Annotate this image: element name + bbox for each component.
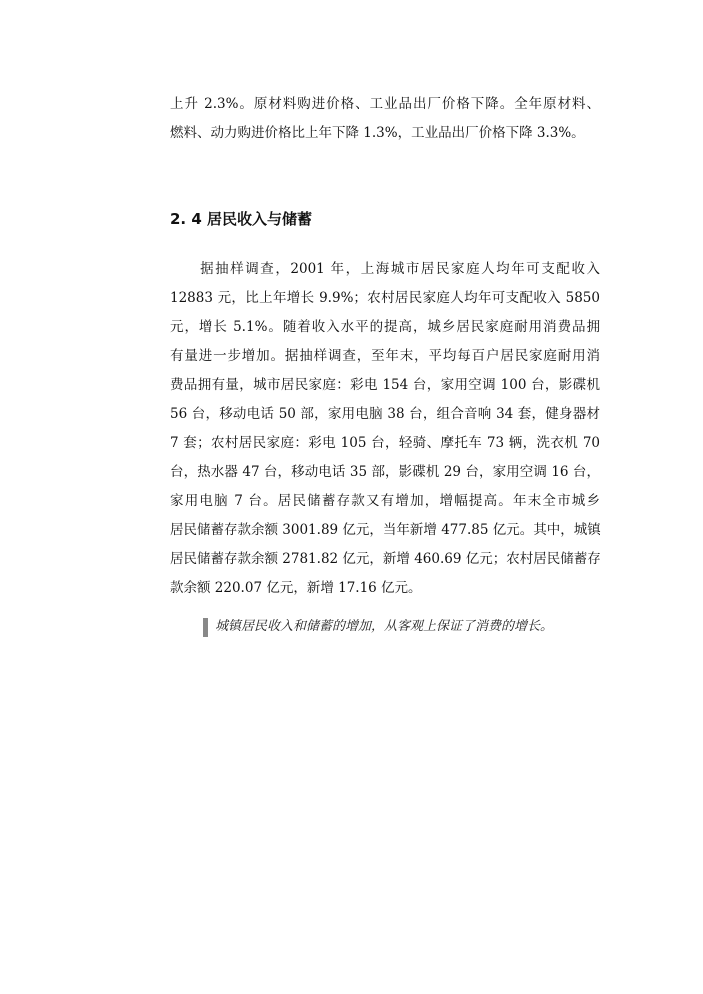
paragraph-line: 居民储蓄存款余额 2781.82 亿元，新增 460.69 亿元；农村居民储蓄存 <box>170 551 601 567</box>
paragraph-line: 台，热水器 47 台，移动电话 35 部，影碟机 29 台，家用空调 16 台， <box>170 464 600 480</box>
paragraph-line: 据抽样调查，2001 年，上海城市居民家庭人均年可支配收入 <box>170 261 600 277</box>
paragraph-line: 居民储蓄存款余额 3001.89 亿元，当年新增 477.85 亿元。其中，城镇 <box>170 522 601 538</box>
paragraph-line: 56 台，移动电话 50 部，家用电脑 38 台，组合音响 34 套，健身器材 <box>170 406 600 422</box>
paragraph-line: 家用电脑 7 台。居民储蓄存款又有增加，增幅提高。年末全市城乡 <box>170 493 600 509</box>
paragraph-line: 款余额 220.07 亿元，新增 17.16 亿元。 <box>170 580 422 596</box>
callout-bar <box>203 618 208 637</box>
paragraph-line: 费品拥有量，城市居民家庭：彩电 154 台，家用空调 100 台，影碟机 <box>170 377 600 393</box>
intro-line: 燃料、动力购进价格比上年下降 1.3%，工业品出厂价格下降 3.3%。 <box>170 125 585 141</box>
paragraph-line: 7 套；农村居民家庭：彩电 105 台，轻骑、摩托车 73 辆，洗衣机 70 <box>170 435 600 451</box>
paragraph-line: 有量进一步增加。据抽样调查，至年末，平均每百户居民家庭耐用消 <box>170 348 600 364</box>
intro-line: 上升 2.3%。原材料购进价格、工业品出厂价格下降。全年原材料、 <box>170 96 600 112</box>
section-heading: 2. 4 居民收入与储蓄 <box>170 210 313 228</box>
callout-text: 城镇居民收入和储蓄的增加，从客观上保证了消费的增长。 <box>215 619 554 634</box>
paragraph-line: 12883 元，比上年增长 9.9%；农村居民家庭人均年可支配收入 5850 <box>170 290 600 306</box>
paragraph-line: 元，增长 5.1%。随着收入水平的提高，城乡居民家庭耐用消费品拥 <box>170 319 600 335</box>
